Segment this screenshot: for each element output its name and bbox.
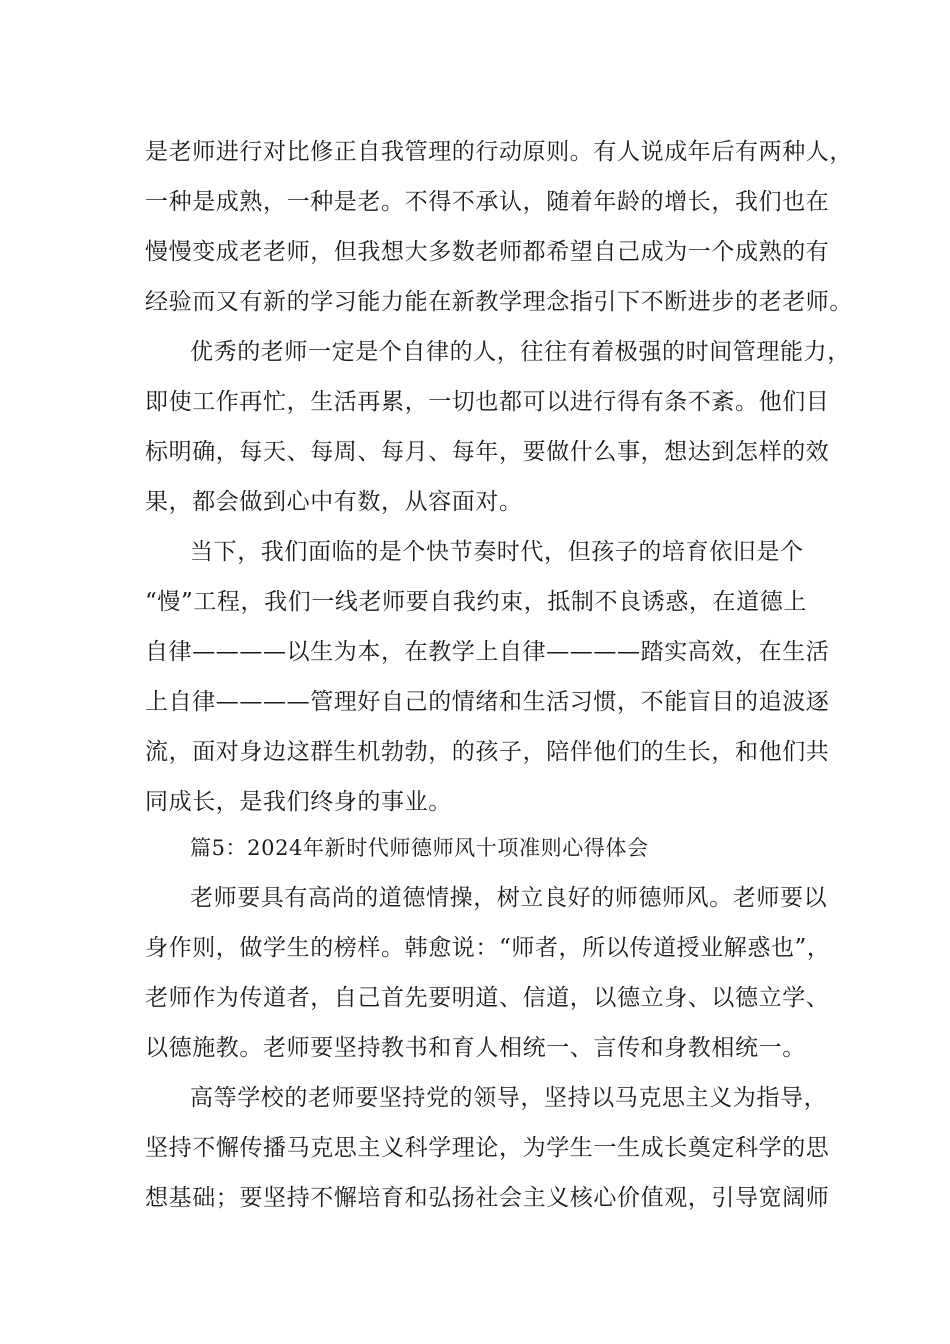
text-line: 上自律————管理好自己的情绪和生活习惯，不能盲目的追波逐	[145, 689, 830, 715]
text-line: 坚持不懈传播马克思主义科学理论，为学生一生成长奠定科学的思	[145, 1135, 830, 1161]
text-line: 同成长，是我们终身的事业。	[145, 789, 452, 815]
text-line: 标明确，每天、每周、每月、每年，要做什么事，想达到怎样的效	[145, 439, 830, 465]
text-line: 是老师进行对比修正自我管理的行动原则。有人说成年后有两种人，	[145, 139, 853, 165]
section-heading: 篇5：2024年新时代师德师风十项准则心得体会	[190, 836, 649, 860]
text-line: 即使工作再忙，生活再累，一切也都可以进行得有条不紊。他们目	[145, 389, 830, 415]
text-line: “慢”工程，我们一线老师要自我约束，抵制不良诱惑，在道德上	[145, 589, 807, 615]
paragraph-first-line: 当下，我们面临的是个快节奏时代，但孩子的培育依旧是个	[190, 539, 804, 565]
paragraph-first-line: 优秀的老师一定是个自律的人，往往有着极强的时间管理能力，	[190, 339, 851, 365]
text-line: 想基础；要坚持不懈培育和弘扬社会主义核心价值观，引导宽阔师	[145, 1185, 830, 1211]
text-line: 流，面对身边这群生机勃勃，的孩子，陪伴他们的生长，和他们共	[145, 739, 830, 765]
text-line: 一种是成熟，一种是老。不得不承认，随着年龄的增长，我们也在	[145, 189, 830, 215]
text-line: 身作则，做学生的榜样。韩愈说：“师者，所以传道授业解惑也”，	[145, 935, 831, 961]
text-line: 果，都会做到心中有数，从容面对。	[145, 489, 523, 515]
paragraph-first-line: 高等学校的老师要坚持党的领导，坚持以马克思主义为指导，	[190, 1085, 828, 1111]
text-line: 自律————以生为本，在教学上自律————踏实高效，在生活	[145, 639, 830, 665]
text-line: 老师作为传道者，自己首先要明道、信道，以德立身、以德立学、	[145, 985, 830, 1011]
text-line: 慢慢变成老老师，但我想大多数老师都希望自己成为一个成熟的有	[145, 239, 830, 265]
text-line: 经验而又有新的学习能力能在新教学理念指引下不断进步的老老师。	[145, 289, 853, 315]
paragraph-first-line: 老师要具有高尚的道德情操，树立良好的师德师风。老师要以	[190, 885, 828, 911]
text-line: 以德施教。老师要坚持教书和育人相统一、言传和身教相统一。	[145, 1035, 806, 1061]
